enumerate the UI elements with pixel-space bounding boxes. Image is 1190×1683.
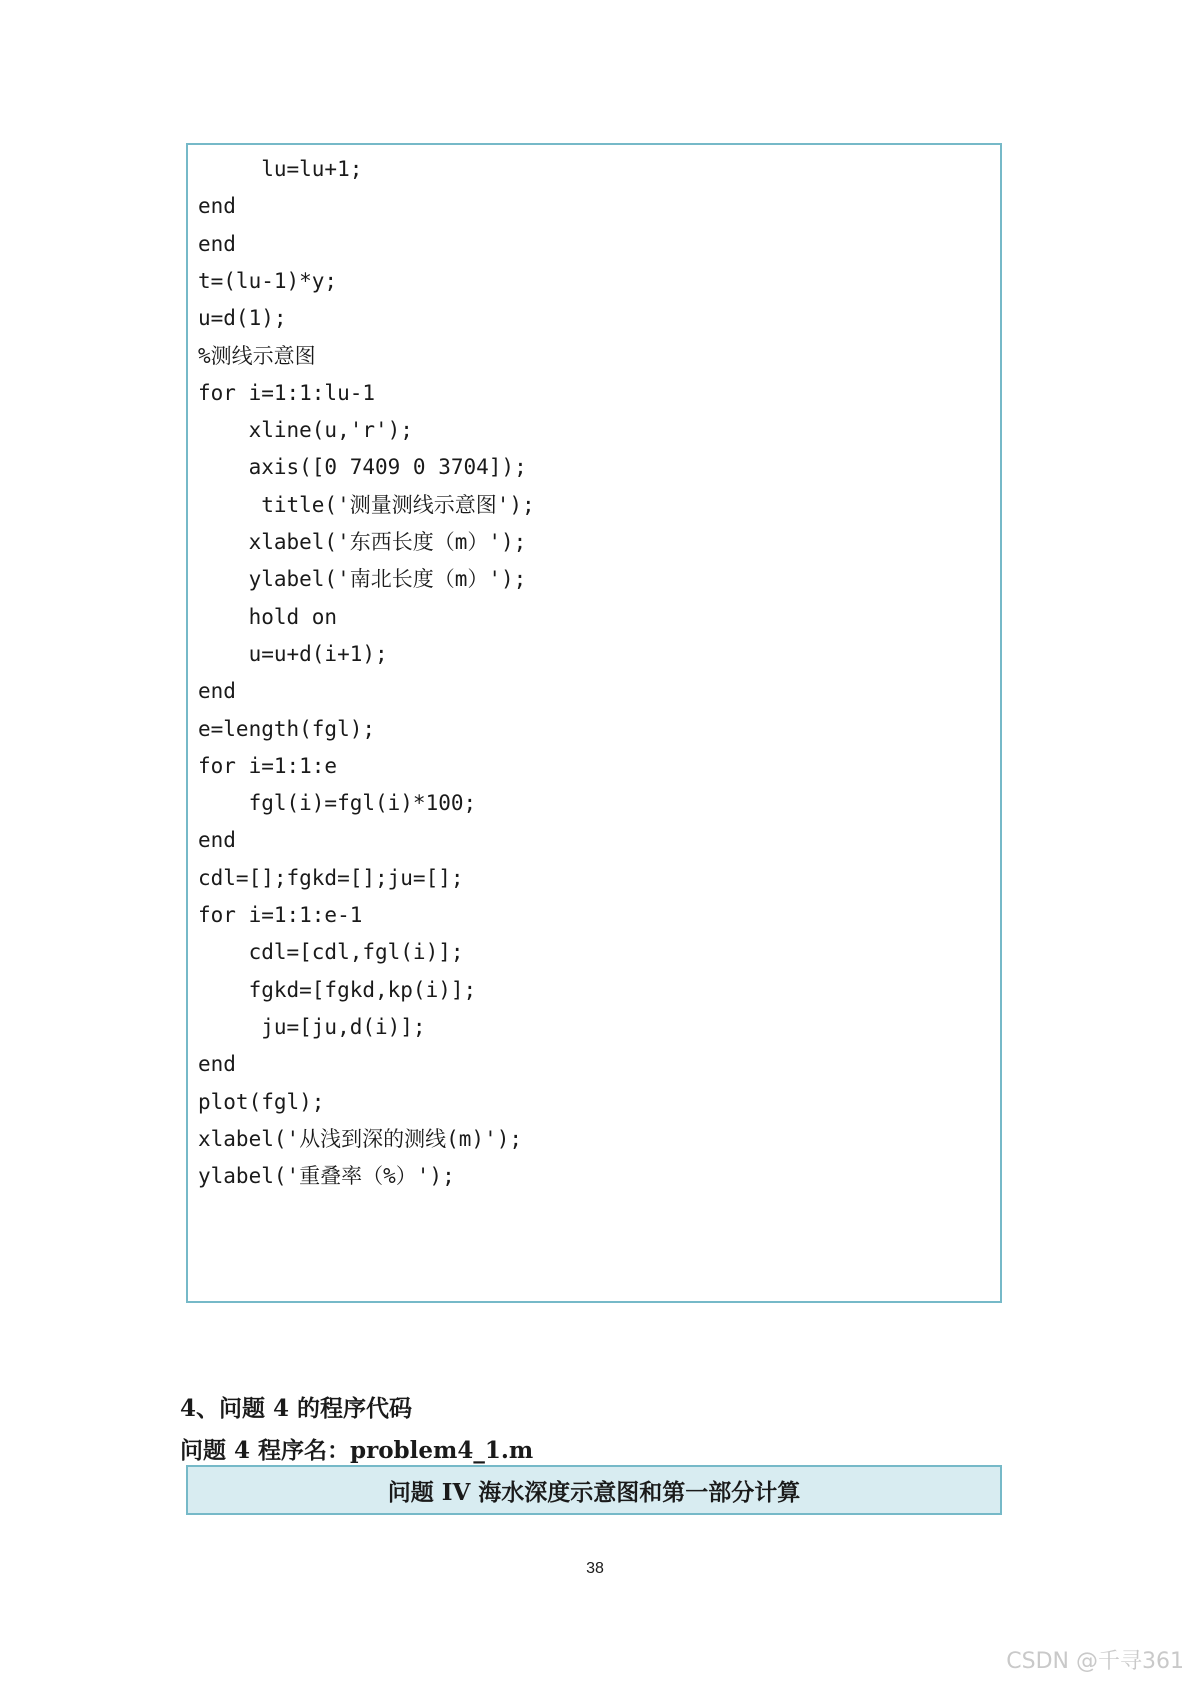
section-heading: 4、问题 4 的程序代码: [180, 1395, 413, 1422]
code-line: end: [198, 679, 236, 704]
code-line: ylabel('南北长度（m）');: [198, 567, 527, 592]
program-name: 问题 4 程序名：problem4_1.m: [180, 1437, 534, 1464]
code-line: end: [198, 231, 236, 256]
code-line: cdl=[];fgkd=[];ju=[];: [198, 865, 464, 890]
code-line: axis([0 7409 0 3704]);: [198, 455, 527, 480]
code-line: lu=lu+1;: [198, 157, 363, 181]
code-line: end: [198, 828, 236, 853]
code-line: ylabel('重叠率（%）');: [198, 1164, 455, 1189]
code-line: title('测量测线示意图');: [198, 492, 535, 517]
code-line: t=(lu-1)*y;: [198, 268, 338, 293]
code-line: for i=1:1:e-1: [198, 903, 363, 927]
code-line: for i=1:1:lu-1: [198, 380, 376, 405]
code-line: ju=[ju,d(i)];: [198, 1014, 426, 1039]
watermark: CSDN @千寻361: [1006, 1649, 1184, 1674]
code-line: xline(u,'r');: [198, 418, 413, 443]
code-line: fgkd=[fgkd,kp(i)];: [198, 977, 477, 1002]
code-line: hold on: [198, 604, 338, 629]
code-line: xlabel('从浅到深的测线(m)');: [198, 1126, 523, 1151]
code-box: [186, 143, 1002, 1303]
problem-title-text: 问题 IV 海水深度示意图和第一部分计算: [387, 1478, 801, 1506]
code-line: xlabel('东西长度（m）');: [198, 530, 527, 554]
code-line: end: [198, 1052, 236, 1077]
problem-title-bar: [186, 1465, 1002, 1515]
code-line: plot(fgl);: [198, 1089, 325, 1114]
code-line: u=u+d(i+1);: [198, 641, 388, 666]
code-line: u=d(1);: [198, 306, 287, 331]
code-line: e=length(fgl);: [198, 716, 376, 741]
page-number: 38: [586, 1560, 604, 1577]
code-line: fgl(i)=fgl(i)*100;: [198, 791, 477, 816]
code-line: end: [198, 194, 236, 219]
code-line: %测线示意图: [198, 343, 316, 368]
code-line: cdl=[cdl,fgl(i)];: [198, 940, 464, 965]
code-line: for i=1:1:e: [198, 753, 338, 778]
